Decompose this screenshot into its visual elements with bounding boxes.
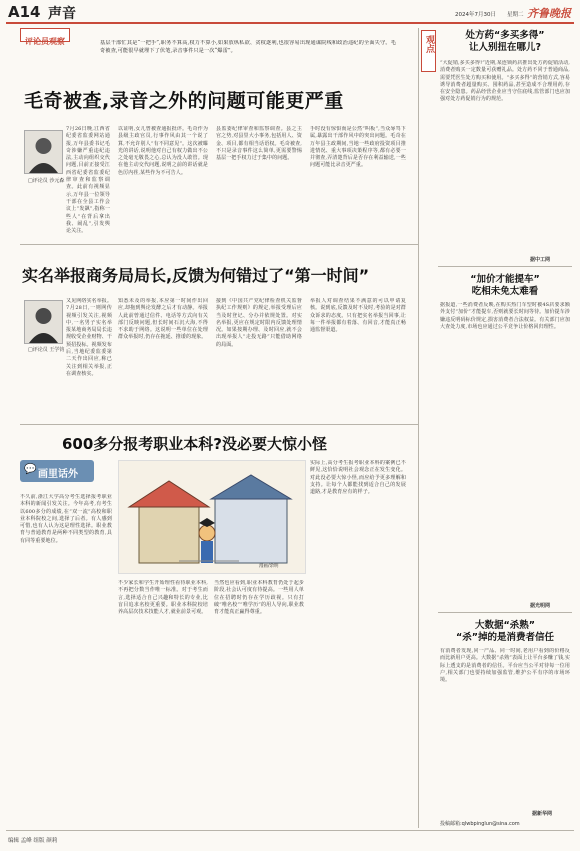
divider-1 (20, 244, 418, 245)
footer-editors: 编辑 孟峰 组版 颜莉 (8, 838, 58, 844)
footer-rule (6, 830, 574, 831)
sidebar-article2-body: 据报道,一些消费者反映,在购买热门车型时被4S店要求额外支付“加价”才能提车,否则就要长时间等待。加价提车涉嫌违反明码标价规定,损害消费者合法权益。有关部门应加大查处力度,市场也应通过公平竞争让价格回归理性。 (440, 302, 570, 330)
page-header (0, 0, 580, 22)
column-tag (20, 28, 70, 46)
article1-col2: 以证明,女儿曾被查通报批评。毛奇作为县级主政官员,行事作风由其一个说了算,不允许别人“有不同意见”。这次被曝光的讲话,说明他对自己有权力做出不公之处毫无敬畏之心,总认为没人敢管。现在他主动交代问题,说明之前的讲话就是色厉内荏,某些作为不可告人。 (118, 126, 208, 176)
article1-title: 毛奇被查,录音之外的问题可能更严重 (24, 90, 344, 112)
article2-col3: 接到《中国共产党纪律检查机关监督执纪工作规则》的规定,举报受理后应当及时登记、分办并依规处置。对实名举报,更应在规定时限内反馈处理情况。如果按期办理、及时回应,就不会出现举报人“走投无路”只能借助网络的局面。 (216, 298, 302, 348)
page-number: A14 (8, 3, 41, 21)
issue-date: 2024年7月30日 (455, 12, 496, 18)
column-tag-label: 评论员观察 (25, 37, 65, 46)
section-name: 声音 (48, 6, 76, 22)
issue-weekday: 星期二 (507, 12, 524, 18)
author-photo-2 (24, 300, 63, 344)
article2-col2: 知悉未及的举报,本应第一时间作出回应,却拖到舆论发酵之后才有动静。举报人此前曾通过信件、电话等方式向有关部门反映问题,但长时间石沉大海,不得不求助于网络。这说明一些单位在处理群众举报时,仍存在拖延、推诿的现象。 (118, 298, 208, 341)
sidebar-article3-title: 大数据“杀熟” “杀”掉的是消费者信任 (456, 620, 554, 643)
article1-col3: 县监委纪律审查和监察调查。县之主官之势,对县里大小事务,包括用人、资金、项目,都有相当话语权。毛奇被查,不只是录音事件这么简单,更需要警惕基层一把手权力过于集中的问题。 (216, 126, 302, 162)
sidebar-article1-body: “大促销,多买多得!”近期,某连锁药店推出处方药促销活动,消费者购买一定数量可获赠礼品。处方药不同于普通商品,需要凭医生处方购买和使用。“多买多得”的营销方式,容易诱导消费者超量购买、囤积药品,甚至造成不合理用药,存在安全隐患。药品经营企业应当守住底线,监管部门也应加强对处方药促销行为的规范。 (440, 60, 570, 103)
article2-title: 实名举报商务局局长,反馈为何错过了“第一时间” (22, 266, 370, 285)
sidebar-article1-title: 处方药“多买多得” 让人别扭在哪儿? (465, 30, 545, 53)
article1-col4: 手时没有惊惧而是公然“叫板”,当众辱骂下属,暴露出干部作风中的突出问题。毛奇在万年县主政期间,当地一些政府投资项目推进情况、重大事项决策程序等,都有必要一并彻查,弄清楚背后是否存在利益输送,一些问题可能比录音更严重。 (310, 126, 406, 169)
sidebar-rule-1 (438, 266, 572, 267)
sidebar-article3-source: 据新华网 (532, 811, 553, 817)
column-logo-label: 画里话外 (38, 469, 78, 480)
speech-bubble-icon: 💬 (24, 464, 37, 475)
article3-col2: 不少家长和学生开始理性看待职业本科,不再把分数当作唯一标准。对于考生而言,选择适合自己兴趣和特长的专业,比盲目追求名校更重要。职业本科院校培养高层次技术技能人才,就业前景可观。 (118, 580, 208, 616)
article3-col4: 实际上,高分考生报考职业本科的案例已不鲜见,这恰恰说明社会观念正在发生变化。对此没必要大惊小怪,而应给予更多理解和支持。让每个人都能找到适合自己的发展道路,才是教育应有的样子。 (310, 460, 406, 496)
article3-title: 600多分报考职业本科?没必要大惊小怪 (62, 435, 328, 453)
sidebar-rule-2 (438, 612, 572, 613)
header-rule (6, 22, 574, 24)
article3-col3: 当然也应看到,职业本科教育仍处于起步阶段,社会认可度有待提高。一些用人单位在招聘时仍存在学历歧视。只有打破“唯名校”“唯学历”的用人导向,职业教育才能真正赢得尊重。 (214, 580, 304, 616)
author-photo-1 (24, 130, 63, 174)
divider-2 (20, 424, 418, 425)
article2-col4: 举报人对调查结果不满意的可以申请复核。说到底,反馈及时不及时,考验的是对群众诉求的态度。只有把实名举报当回事,让每一件举报都有着落、有回音,才能真正畅通监督渠道。 (310, 298, 406, 334)
cartoon-graphic (119, 461, 305, 573)
footer-email: 投稿邮箱:qlwbpinglun@sina.com (440, 821, 520, 827)
article1-byline: □评论员 沙元森 (28, 178, 65, 184)
sidebar-article1-source: 据中工网 (530, 257, 551, 263)
cartoon (118, 460, 306, 574)
sidebar-article2-source: 据光明网 (530, 603, 551, 609)
cartoon-caption: 漫画/余明 (259, 564, 279, 569)
article2-byline: □评论员 王学钧 (28, 347, 65, 353)
sidebar-tag-label: 观点 (424, 35, 434, 53)
article2-col1: 又见网络实名举报。7月28日,一则网传视频引发关注,视频中,一名男子实名举报某地商务局局长违规收受企业财物、干预招投标。视频发布后,当地纪委监委第二天作出回应,称已关注到相关举报,正在调查核实。 (66, 298, 112, 377)
article1-col1: 7月26日晚,江西省纪委省监委网站通报,万年县委书记毛奇涉嫌严重违纪违法,主动向组织交代问题,目前正接受江西省纪委省监委纪律审查和监察调查。此前有视频显示,万年县一位领导干部在全县工作会议上“发飙”,指称一些人“在背后拿出我、闹乱”,引发舆论关注。 (66, 126, 110, 235)
sidebar-divider (418, 28, 419, 828)
sidebar-article2-title: “加价才能提车” 吃相未免太难看 (470, 274, 540, 297)
column-logo (20, 460, 94, 482)
lead-paragraph: 基层干部忙其是“一把手”,职务不算高,权力不算小,如果放纵私欲、贪权逐利,也很容易出现通谋院线和政治违纪的全面失守。毛奇被查,可能很早就埋下了伏笔,录音事件只是一次“爆雷”。 (100, 40, 396, 54)
sidebar-tag (421, 30, 436, 72)
article3-col1: 不久前,浙江大学高分考生选择报考职业本科的新闻引发关注。今年高考,有考生以600多分的成绩,在“双一流”高校和职业本科院校之间,选择了后者。有人感到可惜,也有人认为这是理性选择。职业教育与普通教育是两种不同类型的教育,具有同等重要地位。 (20, 494, 112, 544)
sidebar-article3-body: 有消费者发现,同一产品、同一时间,老用户看到的价格反而比新用户更高。大数据“杀熟”表面上让平台多赚了钱,实际上透支的是消费者的信任。平台应当公平对待每一位用户,相关部门也要持续加强监管,维护公平有序的市场环境。 (440, 648, 570, 684)
brand-logo: 齐鲁晚报 (527, 7, 571, 20)
